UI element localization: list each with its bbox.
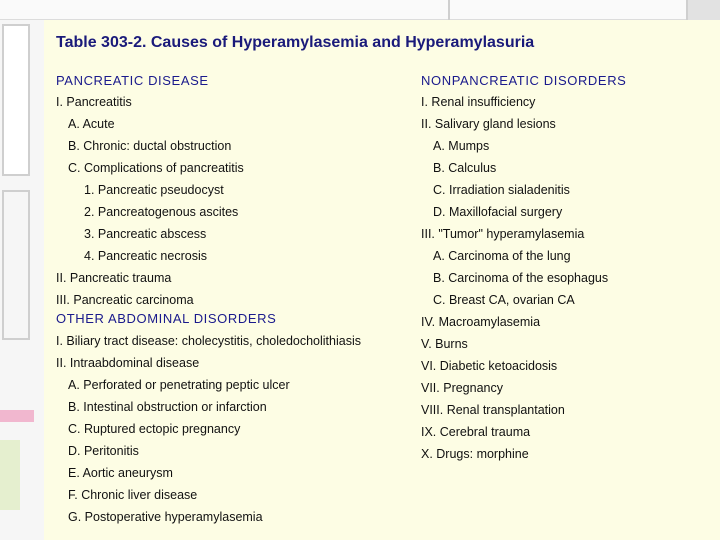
list-item: B. Carcinoma of the esophagus (433, 271, 609, 285)
list-item: II. Pancreatic trauma (56, 271, 172, 285)
list-item: E. Aortic aneurysm (68, 466, 173, 480)
list-item: B. Calculus (433, 161, 497, 175)
list-item: D. Maxillofacial surgery (433, 205, 563, 219)
list-item: I. Biliary tract disease: cholecystitis, choledocholithiasis (56, 334, 361, 348)
list-item: A. Perforated or penetrating peptic ulcer (68, 378, 290, 392)
decor-left-panel-a (2, 24, 30, 176)
list-item: A. Carcinoma of the lung (433, 249, 571, 263)
heading-pancreatic-disease: PANCREATIC DISEASE (56, 73, 209, 88)
list-item: II. Intraabdominal disease (56, 356, 200, 370)
list-item: F. Chronic liver disease (68, 488, 198, 502)
list-item: B. Chronic: ductal obstruction (68, 139, 232, 153)
list-item: C. Breast CA, ovarian CA (433, 293, 575, 307)
list-item: I. Pancreatitis (56, 95, 132, 109)
list-item: II. Salivary gland lesions (421, 117, 556, 131)
list-item: VI. Diabetic ketoacidosis (421, 359, 558, 373)
list-item: 3. Pancreatic abscess (84, 227, 207, 241)
list-item: IX. Cerebral trauma (421, 425, 531, 439)
list-item: III. "Tumor" hyperamylasemia (421, 227, 585, 241)
heading-nonpancreatic-disorders: NONPANCREATIC DISORDERS (421, 73, 627, 88)
list-item: 1. Pancreatic pseudocyst (84, 183, 224, 197)
decor-green-block (0, 440, 20, 510)
list-item: X. Drugs: morphine (421, 447, 529, 461)
list-item: A. Mumps (433, 139, 490, 153)
list-item: IV. Macroamylasemia (421, 315, 541, 329)
list-item: I. Renal insufficiency (421, 95, 536, 109)
list-item: C. Complications of pancreatitis (68, 161, 244, 175)
list-item: VIII. Renal transplantation (421, 403, 565, 417)
decor-left-panel-b (2, 190, 30, 340)
decor-top-right-block (688, 0, 720, 20)
list-item: C. Irradiation sialadenitis (433, 183, 570, 197)
list-item: 4. Pancreatic necrosis (84, 249, 207, 263)
list-item: C. Ruptured ectopic pregnancy (68, 422, 241, 436)
list-item: G. Postoperative hyperamylasemia (68, 510, 263, 524)
list-item: D. Peritonitis (68, 444, 139, 458)
list-item: B. Intestinal obstruction or infarction (68, 400, 267, 414)
list-item: III. Pancreatic carcinoma (56, 293, 194, 307)
decor-pink-bar (0, 410, 34, 422)
list-item: VII. Pregnancy (421, 381, 503, 395)
list-item: A. Acute (68, 117, 115, 131)
heading-other-abdominal-disorders: OTHER ABDOMINAL DISORDERS (56, 311, 277, 326)
list-item: V. Burns (421, 337, 468, 351)
table-title: Table 303-2. Causes of Hyperamylasemia and Hyperamylasuria (56, 34, 535, 51)
list-item: 2. Pancreatogenous ascites (84, 205, 239, 219)
